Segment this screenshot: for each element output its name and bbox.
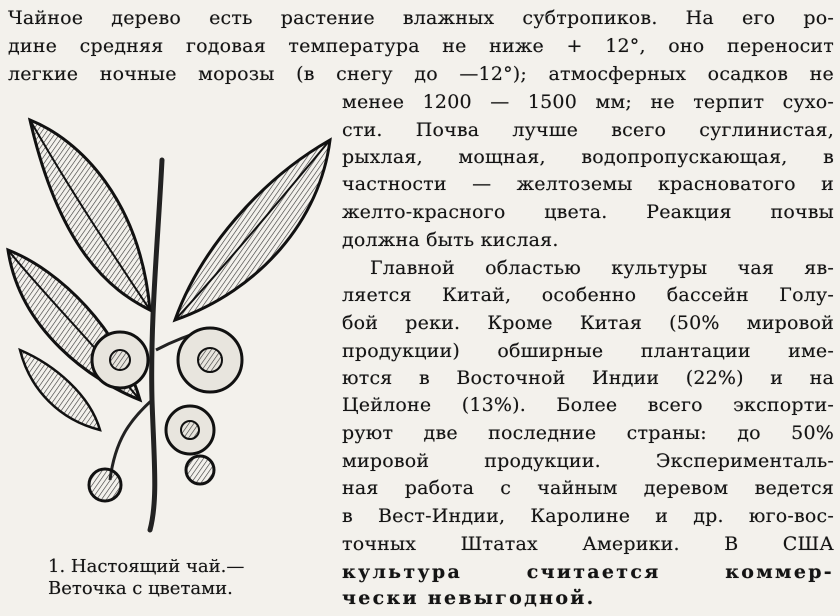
flower-right — [178, 328, 242, 392]
intro-line-2: дине средняя годовая температура не ниже + 12°, оно переносит — [8, 35, 834, 57]
body-line-2: сти. Почва лучше всего суглинистая, — [342, 119, 834, 141]
body-line-5: желто-красного цвета. Реакция почвы — [342, 201, 834, 223]
body-line-9: бой реки. Кроме Китая (50% мировой — [342, 312, 834, 334]
body-line-8: ляется Китай, особенно бассейн Голу- — [342, 284, 834, 306]
body-line-10: продукции) обширные плантации име- — [342, 340, 834, 362]
body-line-18: культура считается коммер- — [342, 561, 834, 583]
body-line-4: частности — желтоземы красноватого и — [342, 173, 834, 195]
flower-bud-right — [186, 456, 214, 484]
figure-caption — [48, 556, 338, 600]
caption-line-1: 1. Настоящий чай.— — [48, 556, 245, 577]
flower-middle — [92, 332, 148, 388]
body-line-7: Главной областью культуры чая яв- — [370, 257, 834, 279]
body-line-3: рыхлая, мощная, водопропускающая, в — [342, 146, 834, 168]
leaf-upper-right — [175, 140, 330, 320]
flower-lower — [166, 406, 214, 454]
body-line-19: чески невыгодной. — [342, 587, 596, 609]
intro-line-1: Чайное дерево есть растение влажных субтропиков. На его ро- — [8, 7, 834, 29]
body-line-13: руют две последние страны: до 50% — [342, 422, 834, 444]
tea-branch-illustration — [0, 100, 336, 550]
body-line-6: должна быть кислая. — [342, 229, 559, 251]
body-line-11: ются в Восточной Индии (22%) и на — [342, 367, 834, 389]
body-line-16: в Вест-Индии, Каролине и др. юго-вос- — [342, 505, 834, 527]
body-line-15: ная работа с чайным деревом ведется — [342, 477, 834, 499]
body-line-12: Цейлоне (13%). Более всего экспорти- — [342, 394, 834, 416]
body-line-14: мировой продукции. Эксперименталь- — [342, 450, 834, 472]
intro-line-3: легкие ночные морозы (в снегу до —12°); атмосферных осадков не — [8, 63, 834, 85]
body-line-17: точных Штатах Америки. В США — [342, 533, 834, 555]
body-line-1: менее 1200 — 1500 мм; не терпит сухо- — [342, 91, 834, 113]
caption-line-2: Веточка с цветами. — [48, 578, 233, 599]
flower-bud-left — [89, 469, 121, 501]
